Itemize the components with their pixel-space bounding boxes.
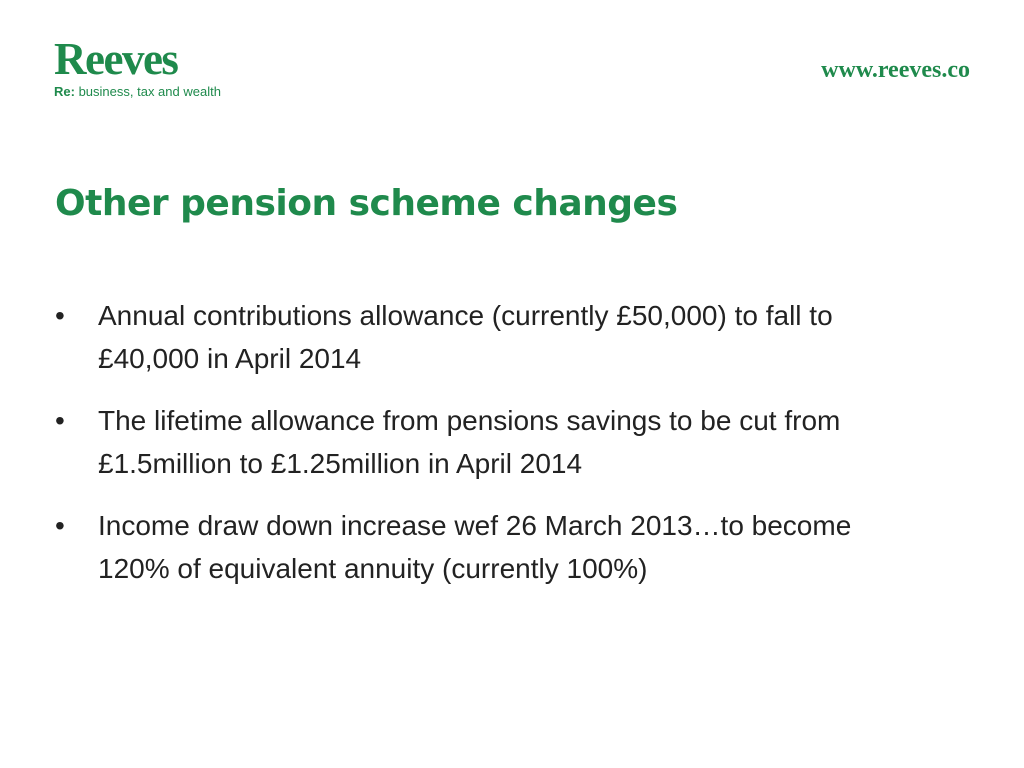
bullet-list — [55, 294, 915, 609]
bullet-marker: • — [55, 405, 65, 436]
bullet-text: Annual contributions allowance (currently £50,000) to fall to £40,000 in April 2014 — [98, 300, 833, 374]
tagline-prefix: Re: — [54, 84, 75, 99]
website-url: www.reeves.co — [821, 57, 970, 83]
logo-wordmark: Reeves — [54, 34, 178, 84]
logo-tagline — [54, 84, 221, 100]
tagline-text: business, tax and wealth — [74, 84, 221, 99]
bullet-text: The lifetime allowance from pensions savings to be cut from £1.5million to £1.25million in April 2014 — [98, 405, 841, 479]
bullet-marker: • — [55, 300, 65, 331]
bullet-item — [55, 504, 915, 590]
bullet-marker: • — [55, 510, 65, 541]
bullet-item — [55, 399, 915, 485]
reeves-logo — [54, 36, 221, 100]
bullet-text: Income draw down increase wef 26 March 2013…to become 120% of equivalent annuity (currently 100%) — [98, 510, 852, 584]
slide-title: Other pension scheme changes — [55, 183, 678, 224]
bullet-item — [55, 294, 915, 380]
